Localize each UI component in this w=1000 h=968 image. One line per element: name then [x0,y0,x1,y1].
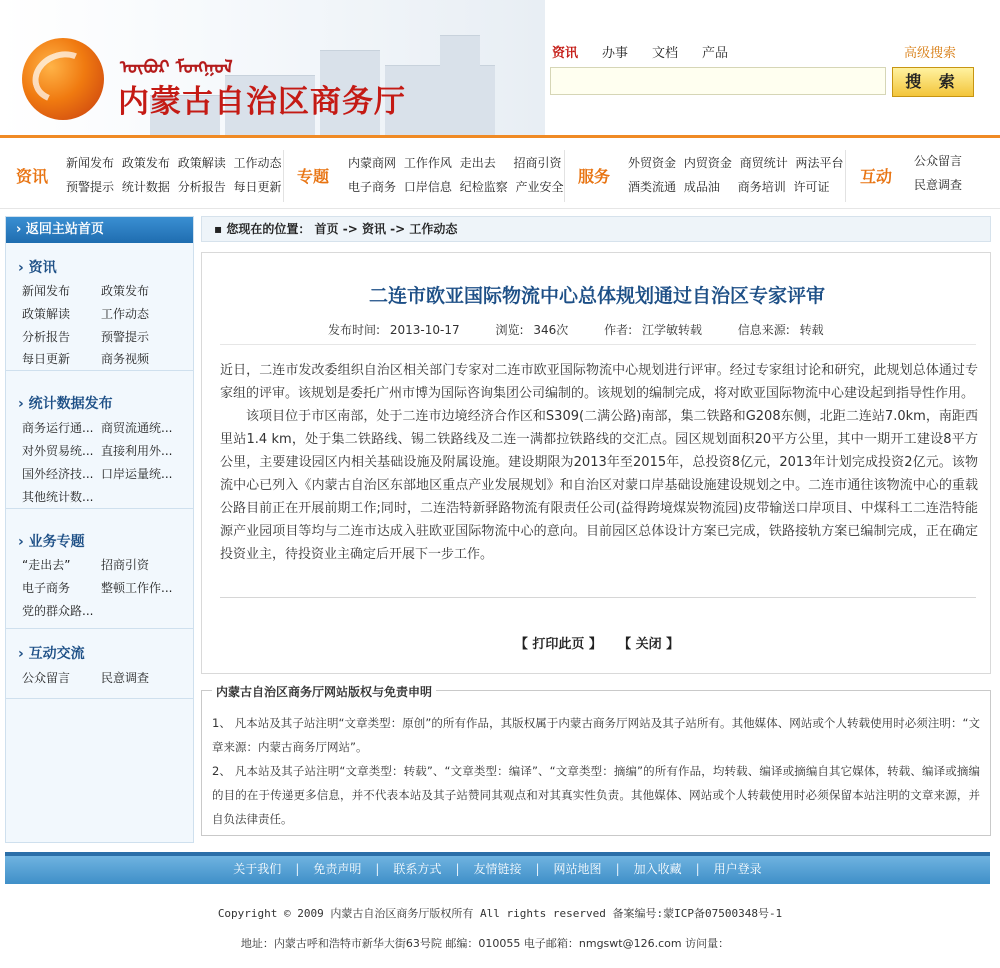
footer-separator: | [535,862,540,876]
nav-link[interactable]: 成品油 [683,180,720,194]
breadcrumb-label: 您现在的位置： [226,222,311,236]
sidebar [5,216,194,843]
article-body [220,359,978,566]
sidebar-item[interactable]: 民意调查 [101,671,150,685]
home-link-label: 返回主站首页 [25,222,104,237]
search-tabs [552,42,752,61]
nav-link[interactable]: 每日更新 [233,180,282,194]
nav-link[interactable]: 走出去 [459,156,496,170]
nav-link[interactable]: 公众留言 [914,154,963,168]
sidebar-item[interactable]: 商务视频 [101,352,150,366]
publish-date: 2013-10-17 [389,323,460,337]
nav-link[interactable]: 统计数据 [121,180,170,194]
sidebar-item[interactable]: 新闻发布 [22,284,71,298]
tab-documents[interactable]: 文档 [652,46,679,61]
sidebar-item[interactable]: 整顿工作作... [101,581,173,595]
author: 江学敏转载 [641,323,702,337]
nav-link[interactable]: 酒类流通 [628,180,677,194]
sidebar-item[interactable]: 政策发布 [101,284,150,298]
sidebar-item[interactable]: 工作动态 [101,307,150,321]
article [201,252,991,674]
nav-link[interactable]: 内贸资金 [683,156,732,170]
nav-link[interactable]: 产业安全 [515,180,564,194]
chevron-right-icon: › [18,646,29,662]
tab-news[interactable]: 资讯 [552,46,579,61]
footer-separator: | [695,862,700,876]
sidebar-item[interactable]: 分析报告 [22,330,71,344]
sidebar-item[interactable]: 电子商务 [22,581,71,595]
nav-link[interactable]: 政策发布 [121,156,170,170]
main-nav [0,135,1000,209]
sidebar-section-topics [6,509,193,629]
footer-link-friends[interactable]: 友情链接 [473,862,522,876]
source-label: 信息来源: [737,323,790,337]
tab-products[interactable]: 产品 [702,46,729,61]
chevron-right-icon: › [18,534,29,550]
advanced-search-link[interactable]: 高级搜索 [904,46,957,61]
sidebar-section-title: › 业务专题 [18,534,85,550]
nav-link[interactable]: 两法平台 [795,156,844,170]
nav-divider [283,150,284,202]
nav-category-interaction[interactable]: 互动 [860,167,893,186]
breadcrumb [201,216,991,242]
bullet-icon: ▪ [214,222,227,236]
source: 转载 [799,323,824,337]
site-title[interactable]: 内蒙古自治区商务厅 [118,84,406,120]
footer-link-contact[interactable]: 联系方式 [393,862,442,876]
sidebar-item[interactable]: 直接利用外... [101,444,173,458]
sidebar-section-statistics [6,371,193,509]
nav-divider [564,150,565,202]
footer-link-disclaimer[interactable]: 免责声明 [313,862,362,876]
sidebar-section-title: › 资讯 [18,260,57,276]
nav-category-news[interactable]: 资讯 [16,167,49,186]
sidebar-item[interactable]: 每日更新 [22,352,71,366]
chevron-right-icon: › [16,222,22,237]
sidebar-item[interactable]: 商贸流通统... [101,421,173,435]
author-label: 作者: [604,323,633,337]
copyright-item: 1、 凡本站及其子站注明“文章类型：原创”的所有作品，其版权属于内蒙古商务厅网站及其子站所有。其他媒体、网站或个人转载使用时必须注明：“文章来源：内蒙古商务厅网站”。 [212,716,980,754]
breadcrumb-home[interactable]: 首页 [314,222,339,236]
copyright-notice [201,685,991,836]
sidebar-section-title: › 统计数据发布 [18,396,113,412]
sidebar-item[interactable]: 预警提示 [101,330,150,344]
search-button[interactable]: 搜 索 [892,67,974,97]
nav-link[interactable]: 工作作风 [403,156,452,170]
nav-link[interactable]: 工作动态 [233,156,282,170]
sidebar-item[interactable]: 政策解读 [22,307,71,321]
nav-link[interactable]: 招商引资 [513,156,562,170]
sidebar-item[interactable]: 商务运行通... [22,421,94,435]
footer-separator: | [295,862,300,876]
breadcrumb-arrow: -> [342,222,358,236]
nav-link[interactable]: 许可证 [793,180,830,194]
sidebar-item[interactable]: 党的群众路... [22,604,94,618]
copyright-item: 2、 凡本站及其子站注明“文章类型：转载”、“文章类型：编译”、“文章类型：摘编”的所有作品，均转载、编译或摘编自其它媒体，转载、编译或摘编的目的在于传递更多信息，并不代表本站及其子站赞同其观点和对其真实性负责。其他媒体、网站或个人转载使用时必须保留本站注明的文章来源，并自负法律责任。 [212,764,980,826]
views-count: 346次 [533,323,569,337]
nav-topics-links [348,151,568,199]
sidebar-section-news [6,243,193,371]
nav-link[interactable]: 商贸统计 [739,156,788,170]
nav-news-links [66,151,286,199]
tab-services[interactable]: 办事 [602,46,629,61]
close-button[interactable]: 【 关闭 】 [618,637,680,652]
footer-links [5,856,990,882]
nav-link[interactable]: 纪检监察 [459,180,508,194]
breadcrumb-arrow: -> [390,222,406,236]
footer-separator: | [375,862,380,876]
copyright-text [212,711,980,831]
footer-link-sitemap[interactable]: 网站地图 [553,862,602,876]
footer-separator: | [615,862,620,876]
article-meta [220,315,976,345]
search-input[interactable] [550,67,886,95]
sidebar-item[interactable]: 公众留言 [22,671,71,685]
print-button[interactable]: 【 打印此页 】 [514,637,602,652]
sidebar-item[interactable]: 国外经济技... [22,467,94,481]
article-actions [202,633,992,652]
nav-link[interactable]: 商务培训 [737,180,786,194]
copyright-legend: 内蒙古自治区商务厅网站版权与免责申明 [212,683,436,700]
footer-separator: | [455,862,460,876]
nav-link[interactable]: 新闻发布 [66,156,115,170]
nav-link[interactable]: 民意调查 [914,178,963,192]
nav-category-topics[interactable]: 专题 [297,167,330,186]
nav-link[interactable]: 分析报告 [177,180,226,194]
sidebar-item[interactable]: 招商引资 [101,558,150,572]
nav-link[interactable]: 政策解读 [177,156,226,170]
divider [220,597,976,598]
article-paragraph: 近日，二连市发改委组织自治区相关部门专家对二连市欧亚国际物流中心规划进行评审。经过专家组讨论和研究，此规划总体通过专家组的评审。该规划是委托广州市博为国际咨询集团公司编制的。该规划的编制完成，将对欧亚国际物流中心建设起到指导性作用。 [220,363,978,401]
breadcrumb-news[interactable]: 资讯 [361,222,386,236]
sidebar-section-interaction [6,629,193,699]
nav-category-services[interactable]: 服务 [578,167,611,186]
nav-interaction-links [914,149,966,197]
site-header [0,0,1000,135]
home-link[interactable] [6,217,193,243]
nav-services-links [628,151,848,199]
nav-link[interactable]: 电子商务 [348,180,397,194]
chevron-right-icon: › [18,396,29,412]
mongolian-title: ᠥᠪᠦᠷ ᠮᠣᠩᠭᠣᠯ [120,57,233,78]
article-paragraph: 该项目位于市区南部，处于二连市边境经济合作区和S309(二满公路)南部，集二铁路和G208东侧，北距二连站7.0km，南距西里站1.4 km，处于集二铁路线、锡二铁路线及二连一满都拉铁路线的交汇点。园区规划面积20平方公里，其中一期开工建设8平方公里，主要建设园区内相关基础设施及附属设施。建设期限为2013年至2015年，总投资8亿元，2013年计划完成投资2亿元。该物流中心已列入《内蒙古自治区东部地区重点产业发展规划》和自治区对蒙口岸基础设施建设规划之中。二连市通往该物流中心的重载公路目前正在开展前期工作;同时，二连浩特新驿路物流有限责任公司(益得跨境煤炭物流园)皮带输送口岸项目、中煤科工二连浩特能源产业园项目等均与二连市达成入驻欧亚国际物流中心的意向。目前园区总体设计方案已完成，铁路接轨方案已编制完成，正在确定投资业主，待投资业主确定后开展下一步工作。 [220,409,978,562]
sidebar-item[interactable]: “走出去” [22,558,71,572]
nav-link[interactable]: 内蒙商网 [348,156,397,170]
sidebar-item[interactable]: 其他统计数... [22,490,94,504]
views-label: 浏览: [495,323,524,337]
breadcrumb-current[interactable]: 工作动态 [409,222,458,236]
publish-label: 发布时间: [328,323,381,337]
sidebar-item[interactable]: 对外贸易统... [22,444,94,458]
sidebar-item[interactable]: 口岸运量统... [101,467,173,481]
nav-divider [845,150,846,202]
nav-link[interactable]: 外贸资金 [628,156,677,170]
footer-address: 地址：内蒙古呼和浩特市新华大街63号院 邮编：010055 电子邮箱：nmgswt@126.com 访问量： [240,937,730,950]
footer-link-favorite[interactable]: 加入收藏 [633,862,682,876]
footer-copyright: Copyright © 2009 内蒙古自治区商务厅版权所有 All rights reserved 备案编号:蒙ICP备07500348号-1 [217,907,783,920]
article-title: 二连市欧亚国际物流中心总体规划通过自治区专家评审 [368,285,825,307]
footer-link-about[interactable]: 关于我们 [233,862,282,876]
sidebar-section-title: › 互动交流 [18,646,85,662]
footer-nav [5,852,990,884]
footer-link-login[interactable]: 用户登录 [713,862,762,876]
nav-link[interactable]: 预警提示 [66,180,115,194]
chevron-right-icon: › [18,260,29,276]
nav-link[interactable]: 口岸信息 [403,180,452,194]
